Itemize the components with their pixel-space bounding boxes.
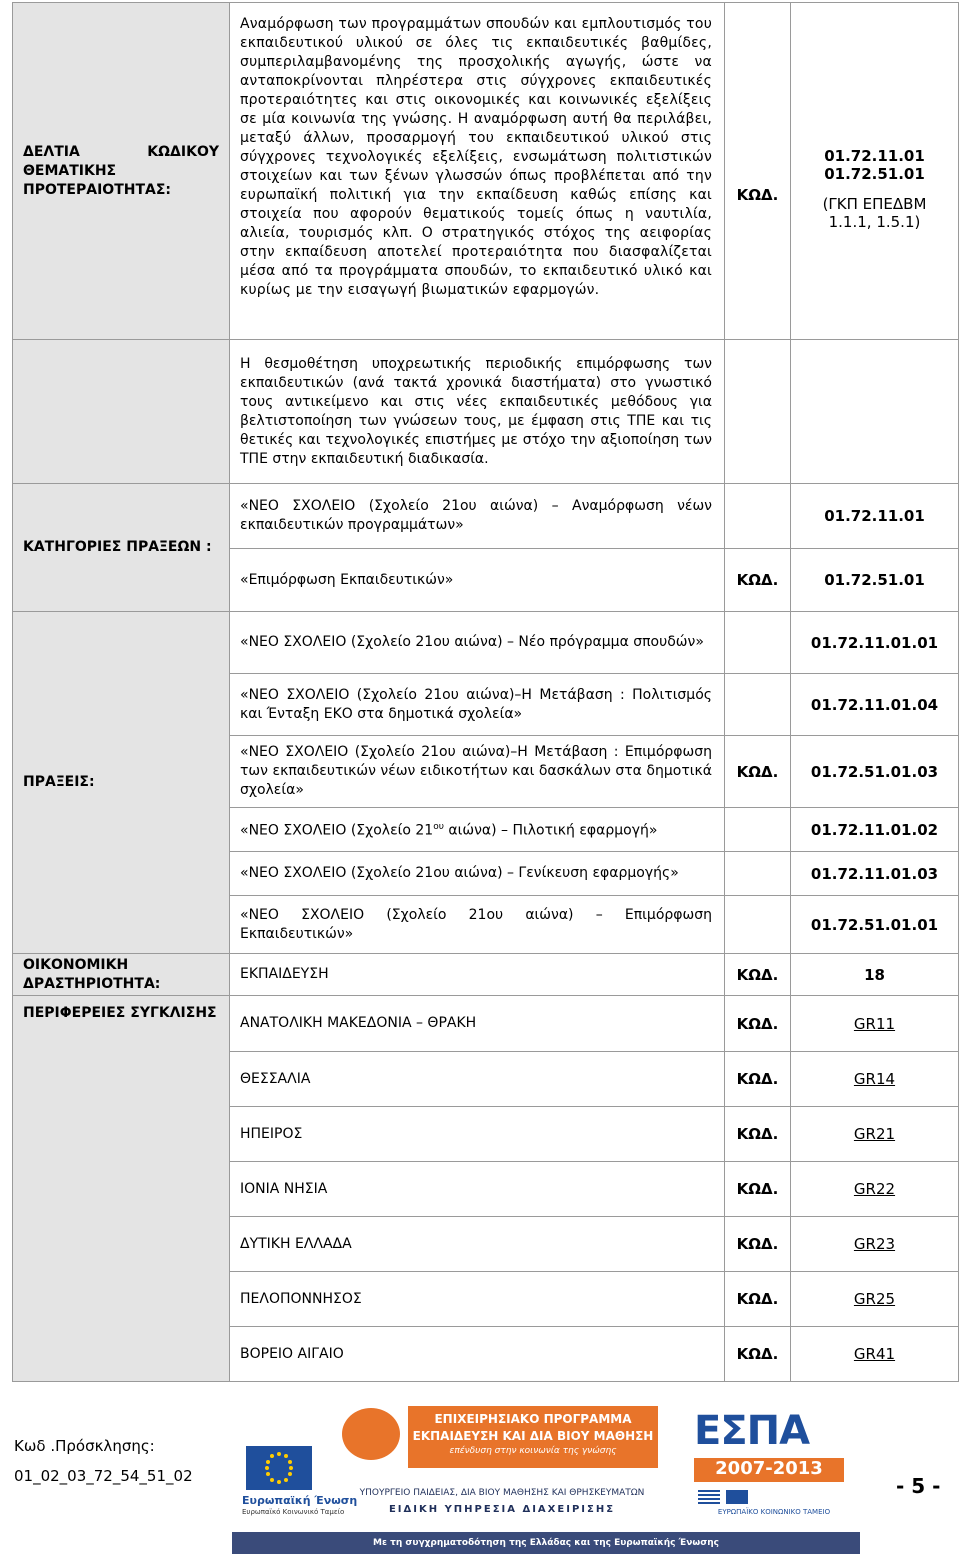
region-code-5: GR23 xyxy=(853,1235,896,1253)
action-text-4: «ΝΕΟ ΣΧΟΛΕΙΟ (Σχολείο $21^{o\upsilon}$ αιώνα) – Πιλοτική εφαρμογή» xyxy=(230,808,725,852)
cofund-band xyxy=(232,1532,860,1554)
op-heading-box xyxy=(408,1406,658,1468)
region-kw-4: ΚΩΔ. xyxy=(725,1162,791,1217)
cofund-text: Με τη συγχρηματοδότηση της Ελλάδας και της Ευρωπαϊκής Ένωσης xyxy=(373,1538,719,1548)
actions-label: ΠΡΑΞΕΙΣ: xyxy=(13,612,230,954)
region-code-1: GR11 xyxy=(853,1014,896,1033)
action-text-1: «ΝΕΟ ΣΧΟΛΕΙΟ (Σχολείο 21ου αιώνα) – Νέο πρόγραμμα σπουδών» xyxy=(230,612,725,674)
action-code-2: 01.72.11.01.04 xyxy=(791,674,959,736)
region-code-4: GR22 xyxy=(853,1180,896,1198)
region-name-2: ΘΕΣΣΑΛΙΑ xyxy=(230,1052,725,1107)
eu-subtitle: Ευρωπαϊκό Κοινωνικό Ταμείο xyxy=(242,1508,345,1516)
region-code-7: GR41 xyxy=(853,1345,896,1363)
category-text-1: «ΝΕΟ ΣΧΟΛΕΙΟ (Σχολείο 21ου αιώνα) – Αναμόρφωση νέων εκπαιδευτικών προγραμμάτων» xyxy=(230,484,725,549)
region-name-3: ΗΠΕΙΡΟΣ xyxy=(230,1107,725,1162)
thematic-row-2 xyxy=(13,340,959,484)
region-kw-5: ΚΩΔ. xyxy=(725,1217,791,1272)
thematic-code-2: 01.72.51.01 xyxy=(824,165,925,183)
category-code-2: 01.72.51.01 xyxy=(791,549,959,612)
categories-label: ΚΑΤΗΓΟΡΙΕΣ ΠΡΑΞΕΩΝ : xyxy=(13,484,230,612)
region-kw-6: ΚΩΔ. xyxy=(725,1272,791,1327)
op-line-3: επένδυση στην κοινωνία της γνώσης xyxy=(449,1446,617,1456)
thematic-code-1: 01.72.11.01 xyxy=(824,147,925,165)
document-page xyxy=(12,2,958,1382)
op-line-2: ΕΚΠΑΙΔΕΥΣΗ ΚΑΙ ΔΙΑ ΒΙΟΥ ΜΑΘΗΣΗ xyxy=(412,1429,654,1443)
eu-flag-small-icon xyxy=(726,1490,748,1504)
action-row-1 xyxy=(13,612,959,674)
region-kw-1: ΚΩΔ. xyxy=(725,996,791,1052)
call-label: Κωδ .Πρόσκλησης: xyxy=(14,1437,155,1455)
actions-kw: ΚΩΔ. xyxy=(725,736,791,808)
classification-table xyxy=(12,2,959,1382)
action-text-2: «ΝΕΟ ΣΧΟΛΕΙΟ (Σχολείο 21ου αιώνα)–Η Μετάβαση : Πολιτισμός και Ένταξη ΕΚΟ στα δημοτικά σχολεία» xyxy=(230,674,725,736)
region-name-6: ΠΕΛΟΠΟΝΝΗΣΟΣ xyxy=(230,1272,725,1327)
economic-row xyxy=(13,954,959,996)
action-code-4: 01.72.11.01.02 xyxy=(791,808,959,852)
region-name-5: ΔΥΤΙΚΗ ΕΛΛΑΔΑ xyxy=(230,1217,725,1272)
agency: ΕΙΔΙΚΗ ΥΠΗΡΕΣΙΑ ΔΙΑΧΕΙΡΙΣΗΣ xyxy=(388,1504,616,1515)
region-name-7: ΒΟΡΕΙΟ ΑΙΓΑΙΟ xyxy=(230,1327,725,1382)
greek-flag-icon xyxy=(698,1490,720,1504)
ministry: ΥΠΟΥΡΓΕΙΟ ΠΑΙΔΕΙΑΣ, ΔΙΑ ΒΙΟΥ ΜΑΘΗΣΗΣ ΚΑΙ ΘΡΗΣΚΕΥΜΑΤΩΝ xyxy=(359,1488,645,1498)
eu-title: Ευρωπαϊκή Ένωση xyxy=(242,1494,358,1507)
category-code-1: 01.72.11.01 xyxy=(791,484,959,549)
action-text-3: «ΝΕΟ ΣΧΟΛΕΙΟ (Σχολείο 21ου αιώνα)–Η Μετάβαση : Επιμόρφωση των εκπαιδευτικών νέων ειδικοτήτων και δασκάλων στα δημοτικά σχολεία» xyxy=(230,736,725,808)
thematic-row xyxy=(13,3,959,340)
region-kw-2: ΚΩΔ. xyxy=(725,1052,791,1107)
thematic-note-1: (ΓΚΠ ΕΠΕΔΒΜ xyxy=(822,195,927,213)
economic-code: 18 xyxy=(791,954,959,996)
category-text-2: «Επιμόρφωση Εκπαιδευτικών» xyxy=(230,549,725,612)
economic-text: ΕΚΠΑΙΔΕΥΣΗ xyxy=(230,954,725,996)
action-code-3: 01.72.51.01.03 xyxy=(791,736,959,808)
espa-subtitle: ΕΥΡΩΠΑΪΚΟ ΚΟΙΝΩΝΙΚΟ ΤΑΜΕΙΟ xyxy=(717,1508,831,1516)
action-text-6: «ΝΕΟ ΣΧΟΛΕΙΟ (Σχολείο 21ου αιώνα) – Επιμόρφωση Εκπαιδευτικών» xyxy=(230,896,725,954)
thematic-kw: ΚΩΔ. xyxy=(725,3,791,340)
region-name-1: ΑΝΑΤΟΛΙΚΗ ΜΑΚΕΔΟΝΙΑ – ΘΡΑΚΗ xyxy=(230,996,725,1052)
economic-label: ΟΙΚΟΝΟΜΙΚΗ ΔΡΑΣΤΗΡΙΟΤΗΤΑ: xyxy=(13,954,230,996)
op-line-1: ΕΠΙΧΕΙΡΗΣΙΑΚΟ ΠΡΟΓΡΑΜΜΑ xyxy=(434,1412,632,1426)
funding-banner xyxy=(232,1404,860,1556)
eu-flag-icon xyxy=(246,1446,312,1490)
op-logo-icon xyxy=(342,1408,400,1460)
call-code: 01_02_03_72_54_51_02 xyxy=(14,1467,193,1485)
espa-logo: ΕΣΠΑ xyxy=(694,1408,810,1454)
thematic-text-2: Η θεσμοθέτηση υποχρεωτικής περιοδικής επιμόρφωσης των εκπαιδευτικών (ανά τακτά χρονικά διαστήματα) στο γνωστικό τους αντικείμενο και στις νέες εκπαιδευτικές μεθόδους για βελτιστοποίηση των γνώσεων τους, με έμφαση στις ΤΠΕ και τις θετικές και τεχνολογικές επιστήμες με στόχο την αξιοποίηση των ΤΠΕ στην εκπαιδευτική διαδικασία. xyxy=(230,340,725,484)
action-code-6: 01.72.51.01.01 xyxy=(791,896,959,954)
action-text-5: «ΝΕΟ ΣΧΟΛΕΙΟ (Σχολείο 21ου αιώνα) – Γενίκευση εφαρμογής» xyxy=(230,852,725,896)
thematic-text: Αναμόρφωση των προγραμμάτων σπουδών και εμπλουτισμός του εκπαιδευτικού υλικού σε όλες τις εκπαιδευτικές βαθμίδες, συμπεριλαμβανομένης της προσχολικής αγωγής, ώστε να ανταποκρίνονται πληρέστερα στις σύγχρονες εκπαιδευτικές προτεραιότητες και στις οικονομικές και κοινωνικές εξελίξεις σε μία κοινωνία της γνώσης. Η αναμόρφωση αυτή θα περιλάβει, μεταξύ άλλων, προσαρμογή του εκπαιδευτικού υλικού στις σύγχρονες τεχνολογικές εξελίξεις, ενσωμάτωση πολιτιστικών στοιχείων και των ξένων γλωσσών όπως προβλέπεται από την ευρωπαϊκή πολιτική για την εκπαίδευση καθώς επίσης και στοιχεία που αφορούν θεματικούς τομείς όπως η ναυτιλία, αλιεία, τουρισμός κλπ. Ο στρατηγικός στόχος της αειφορίας στην εκπαίδευση αποτελεί προτεραιότητα που διασφαλίζεται μέσα από τα προγράμματα σπουδών, το εκπαιδευτικό υλικό και κυρίως με την εισαγωγή βιωματικών εφαρμογών. xyxy=(230,3,725,340)
category-row-1 xyxy=(13,484,959,549)
page-number: - 5 - xyxy=(896,1474,941,1498)
espa-years: 2007-2013 xyxy=(694,1458,844,1482)
region-code-6: GR25 xyxy=(853,1290,896,1308)
thematic-codes xyxy=(791,3,959,340)
thematic-label: ΔΕΛΤΙΑ ΚΩΔΙΚΟΥ ΘΕΜΑΤΙΚΗΣ ΠΡΟΤΕΡΑΙΟΤΗΤΑΣ: xyxy=(13,3,230,340)
region-code-3: GR21 xyxy=(853,1125,896,1143)
region-code-2: GR14 xyxy=(853,1070,896,1088)
categories-kw: ΚΩΔ. xyxy=(725,549,791,612)
action-code-1: 01.72.11.01.01 xyxy=(791,612,959,674)
regions-label: ΠΕΡΙΦΕΡΕΙΕΣ ΣΥΓΚΛΙΣΗΣ xyxy=(13,996,230,1382)
region-kw-3: ΚΩΔ. xyxy=(725,1107,791,1162)
region-row-1 xyxy=(13,996,959,1052)
thematic-note-2: 1.1.1, 1.5.1) xyxy=(828,213,921,231)
action-code-5: 01.72.11.01.03 xyxy=(791,852,959,896)
region-kw-7: ΚΩΔ. xyxy=(725,1327,791,1382)
economic-kw: ΚΩΔ. xyxy=(725,954,791,996)
region-name-4: ΙΟΝΙΑ ΝΗΣΙΑ xyxy=(230,1162,725,1217)
